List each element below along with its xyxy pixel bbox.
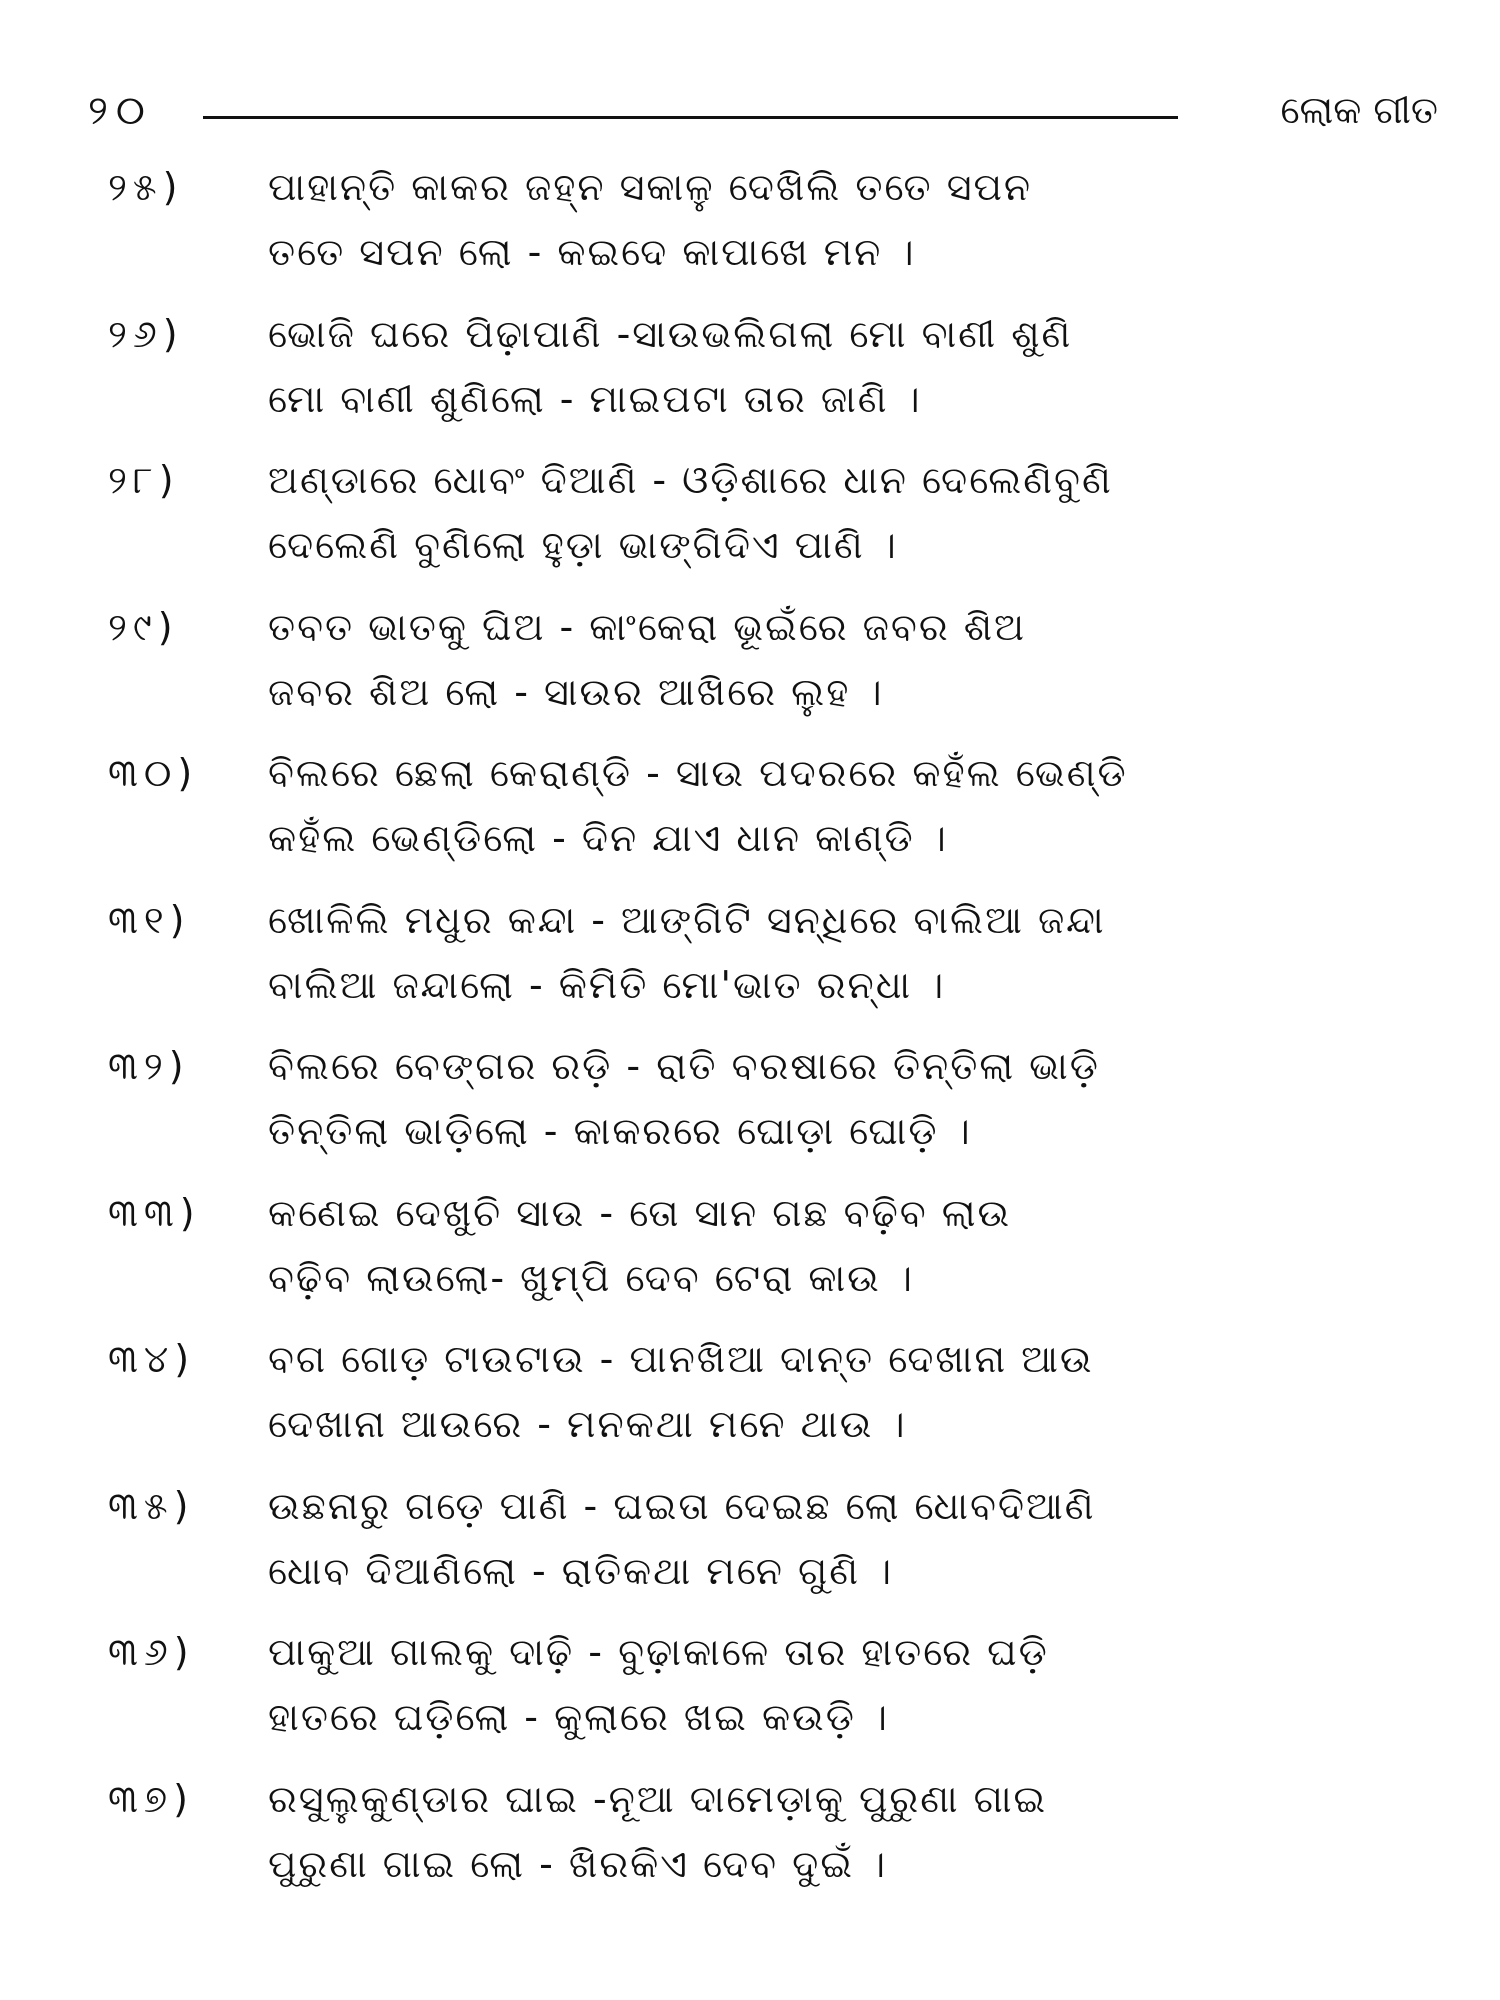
verse-item <box>108 1484 1428 1631</box>
verse-line-1: ରସୁଲୁକୁଣ୍ଡାର ଘାଇ -ନୂଆ ଦାମେଡ଼ାକୁ ପୁରୁଣା ଗାଇ <box>268 1776 1048 1821</box>
verse-item <box>108 1777 1428 1924</box>
verse-line-1: ଭୋଜି ଘରେ ପିଢ଼ାପାଣି -ସାଉଭଲିଗଲା ମୋ ବାଣୀ ଶୁଣି <box>268 311 1073 356</box>
verse-line-1: ଅଣ୍ଡାରେ ଧୋବଂ ଦିଆଣି - ଓଡ଼ିଶାରେ ଧାନ ଦେଲେଣିବୁଣି <box>268 458 1113 502</box>
verse-number: ୩୨) <box>108 1044 190 1088</box>
verse-number: ୩୭) <box>108 1776 194 1821</box>
verse-item <box>108 1630 1428 1777</box>
verse-line-2: ତିନ୍ତିଲା ଭାଡ଼ିଲୋ - କାକରରେ ଘୋଡ଼ା ଘୋଡ଼ି । <box>268 1109 972 1153</box>
verse-line-1: କଣେଇ ଦେଖୁଚି ସାଉ - ତୋ ସାନ ଗଛ ବଢ଼ିବ ଲାଉ <box>268 1190 1012 1235</box>
verse-item <box>108 458 1428 605</box>
verse-line-2: ଦେଲେଣି ବୁଣିଲୋ ହୁଡ଼ା ଭାଙ୍ଗିଦିଏ ପାଣି । <box>268 523 898 567</box>
verse-line-1: ବଗ ଗୋଡ଼ ଟାଉଟାଉ - ପାନଖିଆ ଦାନ୍ତ ଦେଖାନା ଆଉ <box>268 1337 1094 1381</box>
verse-item <box>108 1191 1428 1338</box>
verse-number: ୩୪) <box>108 1337 196 1381</box>
verse-line-1: ଖୋଳିଲି ମଧୁର କନ୍ଦା - ଆଙ୍ଗିଟି ସନ୍ଧିରେ ବାଲିଆ ଜନ୍ଦା <box>268 897 1106 942</box>
verse-number: ୨୫) <box>108 165 184 209</box>
verse-line-1: ପାକୁଆ ଗାଲକୁ ଦାଢ଼ି - ବୁଢ଼ାକାଳେ ତାର ହାତରେ ଘଡ଼ି <box>268 1630 1049 1674</box>
verse-line-1: ଉଛନାରୁ ଗଡ଼େ ପାଣି - ଘଇତା ଦେଇଛ ଲୋ ଧୋବଦିଆଣି <box>268 1483 1096 1528</box>
verse-line-2: ମୋ ବାଣୀ ଶୁଣିଲୋ - ମାଇପଟା ତାର ଜାଣି । <box>268 376 922 421</box>
verse-item <box>108 751 1428 898</box>
verse-number: ୩୫) <box>108 1483 195 1528</box>
verse-number: ୩୧) <box>108 897 191 942</box>
verse-line-2: ଜବର ଶିଅ ଲୋ - ସାଉର ଆଖିରେ ଲୁହ । <box>268 669 884 714</box>
verse-line-2: ଧୋବ ଦିଆଣିଲୋ - ରାତିକଥା ମନେ ଗୁଣି । <box>268 1548 894 1593</box>
verse-item <box>108 898 1428 1045</box>
verse-item <box>108 165 1428 312</box>
verse-line-2: ବଢ଼ିବ ଲାଉଲୋ- ଖୁମ୍ପି ଦେବ ଟେରା କାଉ । <box>268 1255 914 1300</box>
page-number: ୨୦ <box>88 88 153 134</box>
verse-number: ୩୦) <box>108 751 199 795</box>
verse-item <box>108 312 1428 459</box>
page-header <box>88 82 1438 142</box>
verse-list <box>108 165 1428 1923</box>
header-rule <box>203 116 1178 119</box>
verse-line-1: ବିଲରେ ଛେଲା କେରାଣ୍ଡି - ସାଉ ପଦରରେ କହଁଲ ଭେଣ୍ଡି <box>268 751 1128 795</box>
verse-number: ୨୯) <box>108 604 179 649</box>
verse-line-2: ଦେଖାନା ଆଉରେ - ମନକଥା ମନେ ଥାଉ । <box>268 1402 907 1446</box>
verse-line-1: ପାହାନ୍ତି କାକର ଜହ୍ନ ସକାଳୁ ଦେଖିଲି ତତେ ସପନ <box>268 165 1033 209</box>
verse-number: ୩୩) <box>108 1190 201 1235</box>
verse-item <box>108 605 1428 752</box>
verse-line-2: ପୁରୁଣା ଗାଇ ଲୋ - ଖିରକିଏ ଦେବ ଦୁଇଁ । <box>268 1841 888 1886</box>
running-title: ଲୋକ ଗୀତ <box>1280 88 1438 132</box>
verse-line-2: କହଁଲ ଭେଣ୍ଡିଲୋ - ଦିନ ଯାଏ ଧାନ କାଣ୍ଡି । <box>268 816 948 860</box>
verse-item <box>108 1044 1428 1191</box>
verse-number: ୩୬) <box>108 1630 195 1674</box>
verse-line-1: ତବତ ଭାତକୁ ଘିଅ - କାଂକେରା ଭୂଇଁରେ ଜବର ଶିଅ <box>268 604 1026 649</box>
verse-line-2: ହାତରେ ଘଡ଼ିଲୋ - କୁଲାରେ ଖଇ କଉଡ଼ି । <box>268 1695 890 1739</box>
verse-line-2: ବାଲିଆ ଜନ୍ଦାଲୋ - କିମିତି ମୋ'ଭାତ ରନ୍ଧା । <box>268 962 946 1007</box>
verse-number: ୨୬) <box>108 311 184 356</box>
verse-item <box>108 1337 1428 1484</box>
verse-number: ୨୮) <box>108 458 180 502</box>
verse-line-2: ତତେ ସପନ ଲୋ - କଇଦେ କାପାଖେ ମନ । <box>268 230 916 274</box>
verse-line-1: ବିଲରେ ବେଙ୍ଗର ରଡ଼ି - ରାତି ବରଷାରେ ତିନ୍ତିଲା ଭାଡ଼ି <box>268 1044 1100 1088</box>
